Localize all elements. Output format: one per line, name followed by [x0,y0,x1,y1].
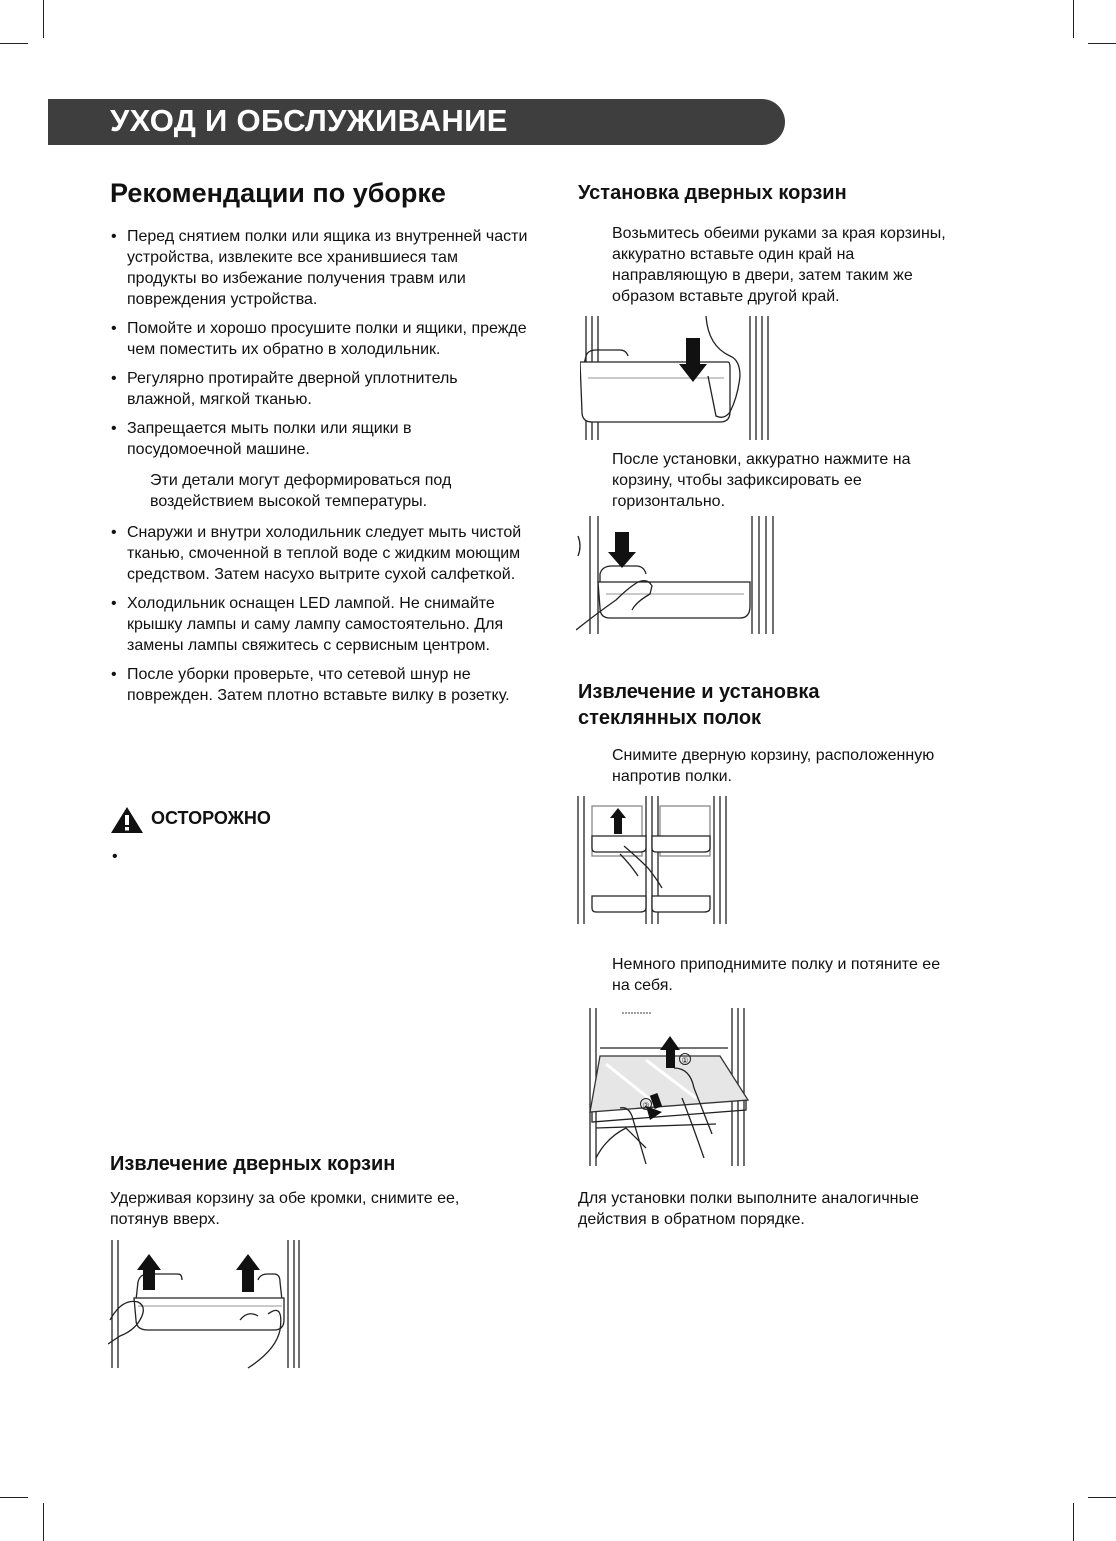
shelves-footer: Для установки полки выполните аналогичные действия в обратном порядке. [578,1190,919,1228]
crop-mark [43,0,44,38]
remove-opposite-basket-illustration [576,796,728,926]
shelves-title-line1: Извлечение и установка [578,681,820,703]
list-note: Эти детали могут деформироваться под воздействием высокой температуры. [150,472,452,510]
list-item: • Перед снятием полки или ящика из внутренней части устройства, извлеките все хранившиеся там продукты во избежание получения травм или повреждения устройства. [108,226,528,310]
crop-mark [43,1503,44,1541]
install-baskets-title: Установка дверных корзин [578,182,847,204]
list-item: • Снаружи и внутри холодильник следует мыть чистой тканью, смоченной в теплой воде с жидким моющим средством. Затем насухо вытрите сухой салфеткой. [108,522,528,585]
caution-label: ОСТОРОЖНО [151,808,271,828]
list-item: • Запрещается мыть полки или ящики в посудомоечной машине. [108,418,528,460]
cleaning-title: Рекомендации по уборке [110,178,446,208]
press-basket-illustration [576,516,778,636]
crop-mark [1088,1497,1116,1498]
pull-shelf-illustration [586,1008,750,1168]
crop-mark [1088,43,1116,44]
list-item: • После уборки проверьте, что сетевой шнур не поврежден. Затем плотно вставьте вилку в розетку. [108,664,528,706]
crop-mark [0,1497,28,1498]
list-item: • Помойте и хорошо просушите полки и ящики, прежде чем поместить их обратно в холодильник. [108,318,528,360]
crop-mark [0,43,28,44]
remove-basket-illustration [108,1240,302,1370]
cleaning-list [108,226,528,714]
install-baskets-step2: После установки, аккуратно нажмите на корзину, чтобы зафиксировать ее горизонтально. [612,451,911,510]
caution-block [110,806,271,832]
shelves-step1: Снимите дверную корзину, расположенную напротив полки. [612,747,935,785]
step-marker-1: ① [681,1056,689,1065]
remove-baskets-title: Извлечение дверных корзин [110,1153,396,1175]
install-basket-illustration [580,316,776,442]
remove-baskets-text: Удерживая корзину за обе кромки, снимите ее, потянув вверх. [110,1190,460,1228]
warning-icon [110,806,144,834]
crop-mark [1073,0,1074,38]
empty-bullet: • [112,848,118,865]
list-item: • Регулярно протирайте дверной уплотнитель влажной, мягкой тканью. [108,368,528,410]
list-item: • Холодильник оснащен LED лампой. Не снимайте крышку лампы и саму лампу самостоятельно. Для замены лампы свяжитесь с сервисным центром. [108,593,528,656]
section-banner [48,99,785,145]
section-title: УХОД И ОБСЛУЖИВАНИЕ [110,103,508,138]
shelves-step2: Немного приподнимите полку и потяните ее на себя. [612,956,941,994]
install-baskets-step1: Возьмитесь обеими руками за края корзины, аккуратно вставьте один край на направляющую в двери, затем таким же образом вставьте другой край. [612,225,946,305]
crop-mark [1073,1503,1074,1541]
step-marker-2: ② [642,1101,650,1110]
shelves-title-line2: стеклянных полок [578,707,762,729]
